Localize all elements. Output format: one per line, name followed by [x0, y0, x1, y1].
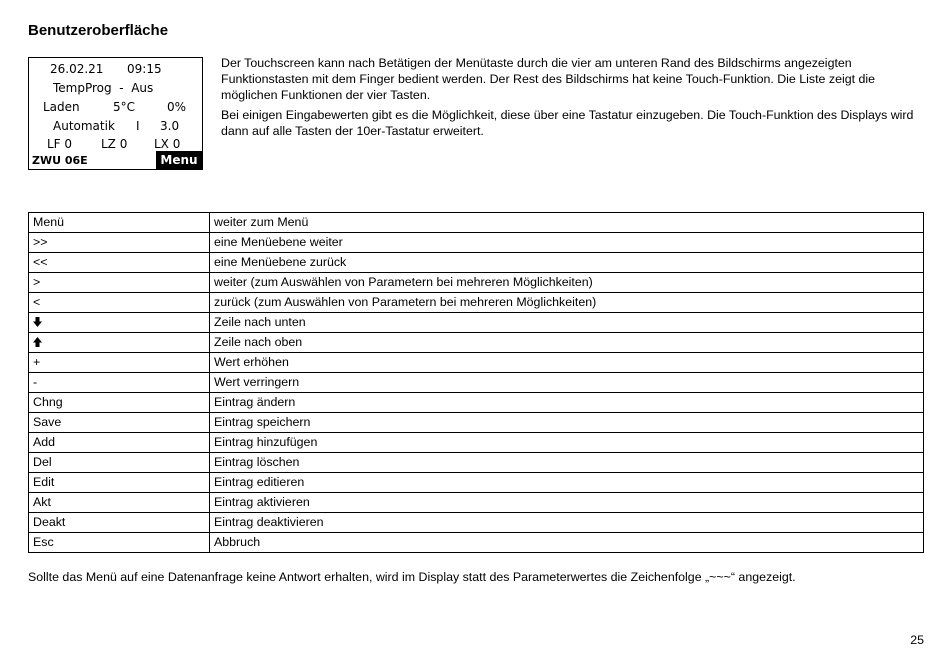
table-row: [29, 493, 924, 513]
function-description-cell: Zeile nach unten: [210, 313, 924, 333]
table-row: [29, 453, 924, 473]
table-row: [29, 313, 924, 333]
function-key-cell: Menü: [29, 213, 210, 233]
function-description-cell: eine Menüebene zurück: [210, 253, 924, 273]
footer-note: Sollte das Menü auf eine Datenanfrage keine Antwort erhalten, wird im Display statt des Parameterwertes die Zeichenfolge „~~~“ angezeigt.: [28, 570, 796, 584]
section-heading: Benutzeroberfläche: [28, 22, 169, 39]
arrow-up-icon: [33, 335, 42, 349]
function-description-cell: Eintrag editieren: [210, 473, 924, 493]
function-key-cell: [29, 313, 210, 333]
table-row: [29, 233, 924, 253]
function-key-cell: <: [29, 293, 210, 313]
function-description-cell: Eintrag hinzufügen: [210, 433, 924, 453]
table-row: [29, 513, 924, 533]
function-key-cell: Edit: [29, 473, 210, 493]
function-key-cell: Esc: [29, 533, 210, 553]
table-row: [29, 253, 924, 273]
function-key-cell: [29, 333, 210, 353]
display-temperature: 5°C: [113, 100, 136, 114]
intro-text: [221, 55, 923, 143]
function-keys-table: [28, 212, 924, 553]
display-date: 26.02.21: [50, 62, 104, 76]
display-lx: LX 0: [154, 137, 181, 151]
display-time: 09:15: [127, 62, 162, 76]
display-program-status: TempProg - Aus: [53, 81, 154, 95]
page-number: 25: [910, 633, 924, 647]
display-lf: LF 0: [47, 137, 73, 151]
function-description-cell: weiter (zum Auswählen von Parametern bei mehreren Möglichkeiten): [210, 273, 924, 293]
table-row: [29, 333, 924, 353]
table-row: [29, 433, 924, 453]
table-row: [29, 213, 924, 233]
table-row: [29, 353, 924, 373]
table-row: [29, 413, 924, 433]
function-description-cell: Eintrag löschen: [210, 453, 924, 473]
function-description-cell: eine Menüebene weiter: [210, 233, 924, 253]
function-description-cell: Eintrag deaktivieren: [210, 513, 924, 533]
function-key-cell: +: [29, 353, 210, 373]
table-row: [29, 533, 924, 553]
function-description-cell: zurück (zum Auswählen von Parametern bei mehreren Möglichkeiten): [210, 293, 924, 313]
arrow-down-icon: [33, 315, 42, 329]
function-key-cell: Add: [29, 433, 210, 453]
function-key-cell: Chng: [29, 393, 210, 413]
function-description-cell: Wert verringern: [210, 373, 924, 393]
table-row: [29, 373, 924, 393]
function-key-cell: -: [29, 373, 210, 393]
display-screenshot: [28, 57, 203, 170]
intro-paragraph-2: Bei einigen Eingabewerten gibt es die Möglichkeit, diese über eine Tastatur einzugeben. Die Touch-Funktion des Displays wird dann auf alle Tasten der 10er-Tastatur erweitert.: [221, 108, 914, 138]
display-mode-label: Automatik: [53, 119, 115, 133]
function-key-cell: >: [29, 273, 210, 293]
display-model: ZWU 06E: [32, 154, 88, 167]
table-row: [29, 273, 924, 293]
function-description-cell: weiter zum Menü: [210, 213, 924, 233]
intro-paragraph-1: Der Touchscreen kann nach Betätigen der Menütaste durch die vier am unteren Rand des Bildschirms angezeigten Funktionstasten mit dem Finger bedient werden. Der Rest des Bildschirms hat keine Touch-Funktion. Die Liste zeigt die möglichen Funktionen der vier Tasten.: [221, 56, 876, 102]
function-description-cell: Eintrag aktivieren: [210, 493, 924, 513]
display-mode-value: 3.0: [160, 119, 180, 133]
display-lz: LZ 0: [101, 137, 128, 151]
display-percent: 0%: [167, 100, 187, 114]
function-key-cell: >>: [29, 233, 210, 253]
function-key-cell: Del: [29, 453, 210, 473]
function-key-cell: <<: [29, 253, 210, 273]
function-description-cell: Wert erhöhen: [210, 353, 924, 373]
display-mode-separator: I: [136, 119, 140, 133]
function-key-cell: Akt: [29, 493, 210, 513]
display-charge-label: Laden: [43, 100, 80, 114]
function-description-cell: Eintrag ändern: [210, 393, 924, 413]
display-menu-button: Menu: [156, 151, 202, 169]
table-row: [29, 393, 924, 413]
function-description-cell: Eintrag speichern: [210, 413, 924, 433]
function-description-cell: Zeile nach oben: [210, 333, 924, 353]
function-key-cell: Save: [29, 413, 210, 433]
function-key-cell: Deakt: [29, 513, 210, 533]
function-description-cell: Abbruch: [210, 533, 924, 553]
table-row: [29, 473, 924, 493]
table-row: [29, 293, 924, 313]
